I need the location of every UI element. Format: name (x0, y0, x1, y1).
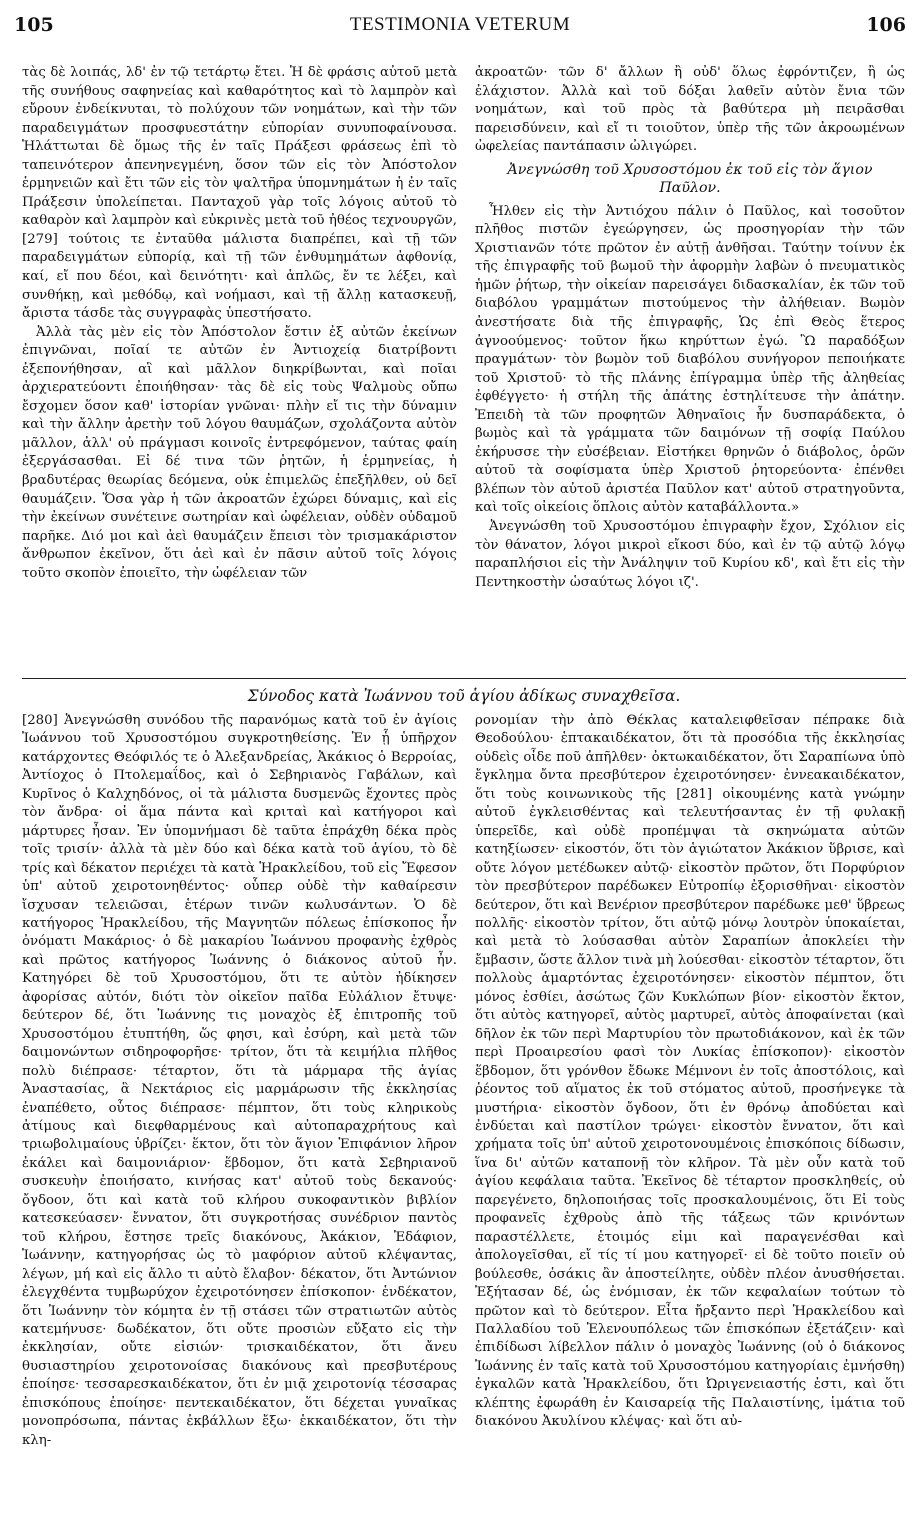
paragraph: ρονομίαν τὴν ἀπὸ Θέκλας καταλειφθεῖσαν πέπρακε διὰ Θεοδούλου· ἑπτακαιδέκατον, ὅτι τὰ προσόδια τῆς ἐκκλησίας οὐδεὶς οἶδε ποῦ ἀπῆλθεν· ὀκτωκαιδέκατον, ὅτι Σαραπίωνα ὑπὸ ἔγκλημα ὄντα πρεσβύτερον ἐχειροτόνησεν· ἐννεακαιδέκατον, ὅτι τοὺς κοινωνικοὺς τῆς [281] οἰκουμένης κατὰ γνώμην αὐτοῦ ἐγκλεισθέντας καὶ τελευτήσαντας ἐν τῇ φυλακῇ ὑπερεῖδε, καὶ οὐδὲ προπέμψαι τὰ σκηνώματα αὐτῶν κατηξίωσεν· εἰκοστόν, ὅτι τὸν ἁγιώτατον Ἀκάκιον ὕβρισε, καὶ οὔτε λόγον μετέδωκεν αὐτῷ· εἰκοστὸν πρῶτον, ὅτι Πορφύριον τὸν πρεσβύτερον παρέδωκεν Εὐτροπίῳ ἐξορισθῆναι· εἰκοστὸν δεύτερον, ὅτι καὶ Βενέριον πρεσβύτερον παρέδωκε μεθ' ὕβρεως πολλῆς· εἰκοστὸν τρίτον, ὅτι αὐτῷ μόνῳ λουτρὸν ὑποκαίεται, καὶ μετὰ τὸ λούσασθαι αὐτὸν Σαραπίων ἀποκλείει τὴν ἔμβασιν, ὥστε ἄλλον τινὰ μὴ λούεσθαι· εἰκοστὸν τέταρτον, ὅτι πολλοὺς ἁμαρτόντας ἐχειροτόνησεν· εἰκοστὸν πέμπτον, ὅτι μόνος ἐσθίει, ἀσώτως ζῶν Κυκλώπων βίον· εἰκοστὸν ἕκτον, ὅτι αὐτὸς κατηγορεῖ, αὐτὸς μαρτυρεῖ, αὐτὸς ἀποφαίνεται (καὶ δῆλον ἐκ τῶν περὶ Μαρτυρίου τὸν πρωτοδιάκονον, καὶ ἐκ τῶν περὶ Προαιρεσίου φασὶ τὸν Λυκίας ἐπίσκοπον)· εἰκοστὸν ἕβδομον, ὅτι γρόνθον ἔδωκε Μέμνονι ἐν τοῖς ἀποστόλοις, καὶ ῥέοντος τοῦ αἵματος ἐκ τοῦ στόματος αὐτοῦ, προσήνεγκε τὰ μυστήρια· εἰκοστὸν ὄγδοον, ὅτι ἐν θρόνῳ ἀποδύεται καὶ ἐνδύεται καὶ παστίλον τρώγει· εἰκοστὸν ἔννατον, ὅτι καὶ χρήματα τοῖς ὑπ' αὐτοῦ χειροτονουμένοις ἐπισκόποις δίδωσιν, ἵνα δι' αὐτῶν καταπονῇ τὸν κλῆρον. Τὰ μὲν οὖν κατὰ τοῦ ἁγίου κεφάλαια ταῦτα. Ἐκεῖνος δὲ τέταρτον προσκληθείς, οὐ παρεγένετο, δηλοποιήσας τοῖς προσκαλουμένοις, ὅτι Εἰ τοὺς προφανεῖς ἐχθροὺς ἀπὸ τῆς τάξεως τῶν κρινόντων παραστέλλετε, ἑτοιμός εἰμι καὶ παραγενέσθαι καὶ ἀπολογεῖσθαι, εἴ τίς τί μου κατηγορεῖ· εἰ δὲ τοῦτο ποιεῖν οὐ βούλεσθε, ὁσάκις ἂν ἀποστείλητε, οὐδὲν πλέον ἀνυσθήσεται. Ἐξήτασαν δέ, ὡς ἐνόμισαν, ἐκ τῶν κεφαλαίων τούτων τὸ πρῶτον καὶ τὸ δεύτερον. Εἶτα ἤρξαντο περὶ Ἡρακλείδου καὶ Παλλαδίου τοῦ Ἑλενουπόλεως τῶν ἐπισκόπων ἐξετάζειν· καὶ ἐπιδίδωσι λίβελλον πάλιν ὁ μοναχὸς Ἰωάννης (οὐ ὁ διάκονος Ἰωάννης ἐν ταῖς κατὰ τοῦ Χρυσοστόμου κατηγορίαις ἐμνήσθη) ἐγκαλῶν κατὰ Ἡρακλείδου, ὅτι Ὠριγενειαστής ἐστι, καὶ ὅτι κλέπτης ἐφωράθη ἐν Καισαρείᾳ τῆς Παλαιστίνης, ἱμάτια τοῦ διακόνου Ἀκυλίνου κλέψας· καὶ ὅτι αὐ- (475, 713, 905, 1430)
running-title: TESTIMONIA VETERUM (349, 14, 571, 35)
paragraph: Ἦλθεν εἰς τὴν Ἀντιόχου πάλιν ὁ Παῦλος, καὶ τοσοῦτον πλῆθος πιστῶν ἐγεώργησεν, ὡς προσηγορίαν τὴν τῶν Χριστιανῶν τότε πρῶτον ἐν αὐτῇ ἀνθῆσαι. Ταύτην τοίνυν ἐκ τῆς ἐπιγραφῆς τοῦ βωμοῦ τὴν ἀφορμὴν λαβὼν ὁ πνευματικὸς ἡμῶν ῥήτωρ, τὴν οἰκείαν παρεισάγει διδασκαλίαν, ἐκ τῶν τοῦ διαβόλου γραμμάτων πιστούμενος τὴν ἀλήθειαν. Βωμὸν ἀνεστήσατε διὰ τῆς ἐπιγραφῆς, Ὡς ἐπὶ Θεὸς ἕτερος ἀγνοούμενος· τοῦτον ἥκω κηρύττων ἐγώ. Ὢ παραδόξων πραγμάτων· τὸν βωμὸν τοῦ διαβόλου συνήγορον πεποιήκατε τοῦ Χριστοῦ· τὸ τῆς πλάνης ἐπίγραμμα ὑπὲρ τῆς ἀληθείας ἐφθέγγετο· ἡ στήλη τῆς ἀπάτης ἐστηλίτευσε τὴν ἀπάτην. Ἐπειδὴ τὰ τῶν προφητῶν Ἀθηναῖοις ἦν δυσπαράδεκτα, ὁ βωμὸς καὶ τὰ γράμματα τῶν δαιμόνων τῇ σοφίᾳ Παύλου ἐκήρυσσε τὴν εὐσέβειαν. Εἰστήκει θρηνῶν ὁ διάβολος, ὁρῶν αὐτοῦ τὰ σοφίσματα ὑπὲρ Χριστοῦ ῥητορεύοντα· ἐπένθει βλέπων τὸν αὐτοῦ ἀριστέα Παῦλον κατ' αὐτοῦ στρατηγοῦντα, καὶ τοῖς οἰκείοις ὅπλοις αὐτὸν καταβάλλοντα.» (475, 203, 905, 516)
page-number-right: 106 (866, 14, 906, 36)
paragraph: τὰς δὲ λοιπάς, λδ' ἐν τῷ τετάρτῳ ἔτει. Ἡ δὲ φράσις αὐτοῦ μετὰ τῆς συνήθους σαφηνείας καὶ καθαρότητος καὶ τὸ λαμπρὸν καὶ εὔρουν ἐνδείκνυται, τὸ πολύχουν τῶν νοημάτων, καὶ τὴν τῶν παραδειγμάτων προσφυεστάτην εὐπορίαν συνυποφαίνουσα. Ἡλάττωται δὲ ὅμως τῆς ἐν ταῖς Πράξεσι φράσεως ἐπὶ τὸ ταπεινότερον ἀπενηνεγμένη, ὅσον τῶν εἰς τὸν Ἀπόστολον ἑρμηνειῶν καὶ ἔτι τῶν εἰς τὸν ψαλτῆρα ὑπομνημάτων ἡ ἐν ταῖς Πράξεσιν ὑπολείπεται. Πανταχοῦ γὰρ τοῖς λόγοις αὐτοῦ τὸ καθαρὸν καὶ λαμπρὸν καὶ εὐκρινὲς μετὰ τοῦ ἠθέος τεχνουργῶν, [279] τούτοις τε ἐνταῦθα μάλιστα διαπρέπει, καὶ τῇ τῶν παραδειγμάτων εὐπορίᾳ, καὶ τῇ τῶν ἐνθυμημάτων ἀφθονίᾳ, καί, εἴ που δέοι, καὶ δεινότητι· καὶ ἁπλῶς, ἔν τε λέξει, καὶ συνθήκῃ, καὶ μεθόδῳ, καὶ νοήμασι, καὶ τῇ ἄλλῃ κατασκευῇ, ἄριστα τάσδε τὰς συγγραφὰς ὑπεστήσατο. (22, 65, 457, 322)
bottom-left-column (22, 712, 457, 1450)
bottom-right-column (475, 712, 905, 1432)
top-right-column (475, 64, 905, 592)
running-header (14, 14, 906, 42)
paragraph: Ἀνεγνώσθη τοῦ Χρυσοστόμου ἐπιγραφὴν ἔχον, Σχόλιον εἰς τὸν θάνατον, λόγοι μικροὶ εἴκοσι δύο, καὶ ἐν τῷ αὐτῷ λόγῳ παραπλήσιοι εἰς τὴν Ἀνάληψιν τοῦ Κυρίου κδ', καὶ ἔτι εἰς τὴν Πεντηκοστὴν ὡσαύτως λόγοι ιζ'. (475, 519, 905, 590)
top-left-column (22, 64, 457, 583)
section-heading: Ἀνεγνώσθη τοῦ Χρυσοστόμου ἐκ τοῦ εἰς τὸν ἅγιον Παῦλον. (507, 161, 873, 196)
section-divider (22, 678, 906, 679)
paragraph: ἀκροατῶν· τῶν δ' ἄλλων ἢ οὐδ' ὅλως ἐφρόντιζεν, ἢ ὡς ἐλάχιστον. Ἀλλὰ καὶ τοῦ δόξαι λαθεῖν αὐτὸν ἔνια τῶν νοημάτων, καὶ τοῦ πρὸς τὰ βαθύτερα μὴ πειρᾶσθαι παρεισδύνειν, καὶ εἴ τι τοιοῦτον, ὑπὲρ τῆς τῶν ἀκροωμένων ὠφελείας παντάπασιν ὠλιγώρει. (475, 65, 905, 155)
paragraph: [280] Ἀνεγνώσθη συνόδου τῆς παρανόμως κατὰ τοῦ ἐν ἁγίοις Ἰωάννου τοῦ Χρυσοστόμου συγκροτηθείσης. Ἐν ᾗ ὑπῆρχον κατάρχοντες Θεόφιλός τε ὁ Ἀλεξανδρείας, Ἀκάκιος ὁ Βερροίας, Ἀντίοχος ὁ Πτολεμαΐδος, καὶ ὁ Σεβηριανὸς Γαβάλων, καὶ Κυρῖνος ὁ Καλχηδόνος, οἱ τὰ μάλιστα δυσμενῶς ἔχοντες πρὸς τὸν ἄνδρα· οἱ ἅμα πάντα καὶ κριταὶ καὶ κατήγοροι καὶ μάρτυρες ἦσαν. Ἐν ὑπομνήμασι δὲ ταῦτα ἐπράχθη δέκα πρὸς τοῖς τρισίν· ἀλλὰ τὰ μὲν δύο καὶ δέκα κατὰ τοῦ ἁγίου, τὸ δὲ τρίς καὶ δέκατον περιέχει τὰ κατὰ Ἡρακλείδου, τοῦ εἰς Ἔφεσον ὑπ' αὐτοῦ χειροτονηθέντος· οὗπερ οὐδὲ τὴν καθαίρεσιν ἴσχυσαν τελειῶσαι, ἑτέρων τινῶν κωλυσάντων. Ὁ δὲ κατήγορος Ἡρακλείδου, τῆς Μαγνητῶν πόλεως ἐπίσκοπος ἦν ὀνόματι Μακάριος· ὁ δὲ μακαρίου Ἰωάννου προφανὴς ἐχθρὸς καὶ πρῶτος κατήγορος Ἰωάννης ὁ διάκονος αὐτοῦ ἦν. Κατηγόρει δὲ τοῦ Χρυσοστόμου, ὅτι τε αὐτὸν ἠδίκησεν ἀφορίσας αὐτόν, διότι τὸν οἰκεῖον παῖδα Εὐλάλιον ἔτυψε· δεύτερον δέ, ὅτι Ἰωάννης τις μοναχὸς ἐξ ἐπιτροπῆς τοῦ Χρυσοστόμου ἐτυπτήθη, ὥς φησι, καὶ ἐσύρη, καὶ μετὰ τῶν δαιμονώντων σιδηροφορῆσε· τρίτον, ὅτι τὰ κειμήλια πλῆθος πολὺ διέπρασε· τέταρτον, ὅτι τὰ μάρμαρα τῆς ἁγίας Ἀναστασίας, ἃ Νεκτάριος εἰς μαρμάρωσιν τῆς ἐκκλησίας ἐναπέθετο, οὗτος διέπρασε· πέμπτον, ὅτι τοὺς κληρικοὺς ἀτίμους καὶ διεφθαρμένους καὶ αὐτοπαραχρήτους καὶ τριωβολιμαίους ὑβρίζει· ἕκτον, ὅτι τὸν ἅγιον Ἐπιφάνιον λῆρον ἐκάλει καὶ δαιμονιάριον· ἕβδομον, ὅτι κατὰ Σεβηριανοῦ συσκευὴν ἐποιήσατο, κινήσας κατ' αὐτοῦ τοὺς δεκανούς· ὄγδοον, ὅτι καὶ κατὰ τοῦ κλήρου συκοφαντικὸν βιβλίον κατεσκεύασεν· ἔννατον, ὅτι συγκροτήσας συνέδριον παντὸς τοῦ κλήρου, ἔστησε τρεῖς διακόνους, Ἀκάκιον, Ἐδάφιον, Ἰωάννην, κατηγορήσας ὡς τὸ μαφόριον αὐτοῦ κλέψαντας, λέγων, μή καὶ εἰς ἄλλο τι αὐτὸ ἔλαβον· δέκατον, ὅτι Ἀντώνιον ἐλεγχθέντα τυμβωρύχον ἐχειροτόνησεν ἐπίσκοπον· ἑνδέκατον, ὅτι Ἰωάννην τὸν κόμητα ἐν τῇ στάσει τῶν στρατιωτῶν αὐτὸς κατεμήνυσε· δωδέκατον, ὅτι οὔτε προσιὼν εὔξατο εἰς τὴν ἐκκλησίαν, οὔτε εἰσιών· τρισκαιδέκατον, ὅτι ἄνευ θυσιαστηρίου χειροτονοίσας διακόνους καὶ πρεσβυτέρους ἐποίησε· τεσσαρεσκαιδέκατον, ὅτι ἐν μιᾷ χειροτονίᾳ τέσσαρας ἐπισκόπους ἐποίησε· πεντεκαιδέκατον, ὅτι δέχεται γυναῖκας μονοπρόσωπα, πάντας ἐκβάλλων ἔξω· ἑκκαιδέκατον, ὅτι τὴν κλη- (22, 713, 457, 1448)
page-number-left: 105 (14, 14, 54, 36)
paragraph: Ἀλλὰ τὰς μὲν εἰς τὸν Ἀπόστολον ἔστιν ἐξ αὐτῶν ἐκείνων ἐπιγνῶναι, ποῖαί τε αὐτῶν ἐν Ἀντιοχείᾳ διατρίβοντι ἐξεπονήθησαν, αἳ καὶ μᾶλλον διηκρίβωνται, καὶ ποῖαι ἀρχιερατεύοντι ἐποιήθησαν· τὰς δὲ εἰς τοὺς Ψαλμοὺς οὔπω ἔσχομεν ὅσον καθ' ἱστορίαν γνῶναι· πλὴν εἴ τις τὴν δύναμιν καὶ τὴν ἄλλην ἀρετὴν τοῦ λόγου θαυμάζων, σχολάζοντα αὐτὸν μᾶλλον, ἀλλ' οὐ πράγμασι κοινοῖς ἐντρεφόμενον, ταύτας φαίη ἐξεργάσασθαι. Εἰ δέ τινα τῶν ῥητῶν, ἡ ἑρμηνείας, ἡ βραδυτέρας θεωρίας δεόμενα, οὐκ ἐπιμελῶς ἐπεξῆλθεν, οὐ δεῖ θαυμάζειν. Ὅσα γὰρ ἡ τῶν ἀκροατῶν ἐχώρει δύναμις, καὶ εἰς τὴν ἐκείνων συνέτεινε σωτηρίαν καὶ ὠφέλειαν, οὐδὲν οὐδαμοῦ παρῆκε. Διό μοι καὶ ἀεὶ θαυμάζειν ἔπεισι τὸν τρισμακάριστον ἄνθρωπον ἐκεῖνον, ὅτι ἀεὶ καὶ ἐν πᾶσιν αὐτοῦ τοῖς λόγοις τοῦτο σκοπὸν ἐποιεῖτο, τὴν ὠφέλειαν τῶν (22, 324, 457, 581)
synod-section-title: Σύνοδος κατὰ Ἰωάννου τοῦ ἁγίου ἀδίκως συναχθεῖσα. (247, 687, 681, 705)
